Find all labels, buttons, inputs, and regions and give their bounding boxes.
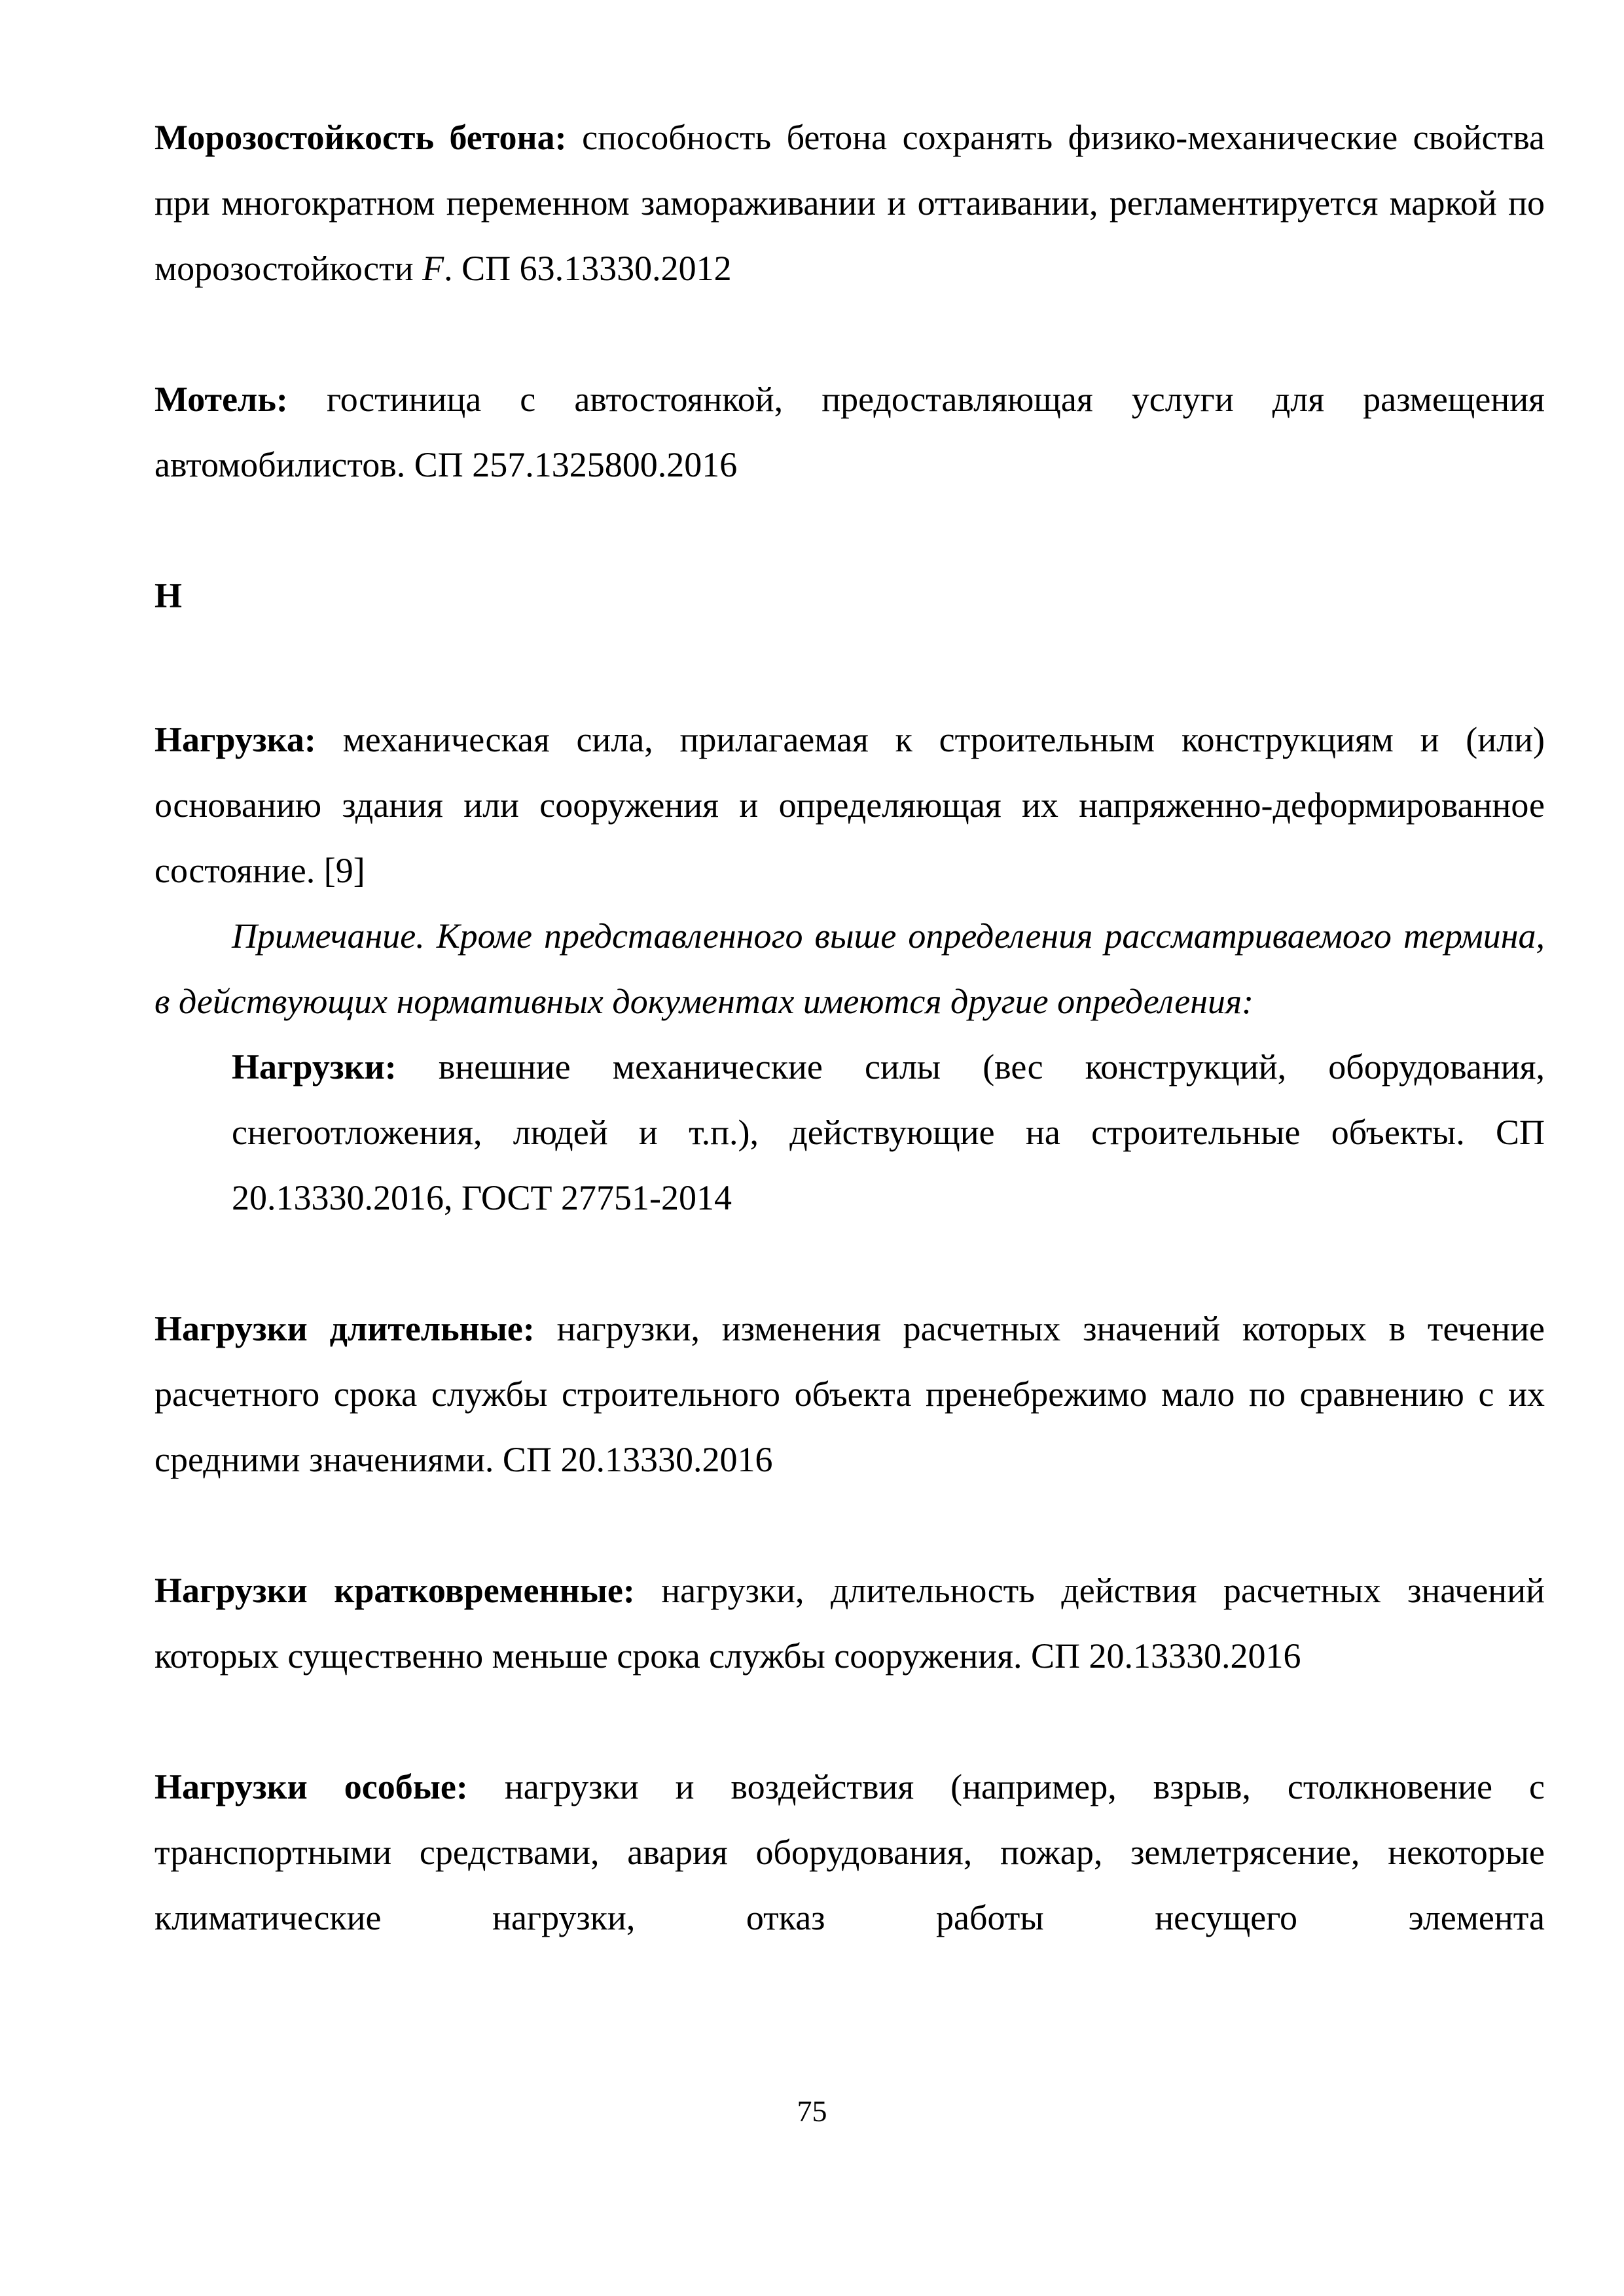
section-letter-heading: Н (154, 576, 183, 615)
spacer (154, 628, 1545, 707)
page-number: 75 (797, 2094, 827, 2128)
entry-definition: гостиница с автостоянкой, предоставляющая услуги для размещения автомобилистов. СП 257.1325800.2016 (154, 380, 1545, 484)
spacer (154, 497, 1545, 563)
page-content (154, 105, 1545, 1950)
entry-alternative-definition (232, 1034, 1545, 1230)
entry-reference: . СП 63.13330.2012 (444, 249, 732, 288)
spacer (154, 1230, 1545, 1296)
spacer (154, 1492, 1545, 1558)
entry-definition: способность бетона сохранять физико-механические свойства при многократном переменном замораживании и оттаивании, регламентируется маркой по морозостойкости (154, 118, 1545, 288)
entry-term: Нагрузка: (154, 720, 316, 759)
spacer (154, 301, 1545, 367)
entry-term: Мотель: (154, 380, 288, 419)
entry-term: Нагрузки особые: (154, 1767, 468, 1806)
entry-morozostoikost-betona (154, 105, 1545, 301)
entry-motel (154, 367, 1545, 497)
entry-definition: механическая сила, прилагаемая к строительным конструкциям и (или) основанию здания или сооружения и определяющая их напряженно-деформированное состояние. [9] (154, 720, 1545, 890)
spacer (154, 1689, 1545, 1754)
entry-definition: нагрузки и воздействия (например, взрыв, столкновение с транспортными средствами, авария оборудования, пожар, землетрясение, некоторые климатические нагрузки, отказ работы несущего элемента (154, 1767, 1545, 1937)
entry-nagruzka (154, 707, 1545, 903)
entry-term: Нагрузки кратковременные: (154, 1571, 635, 1610)
entry-term: Нагрузки: (232, 1047, 397, 1086)
entry-definition: нагрузки, длительность действия расчетных значений которых существенно меньше срока службы сооружения. СП 20.13330.2016 (154, 1571, 1545, 1676)
entry-note: Примечание. Кроме представленного выше определения рассматриваемого термина, в действующих нормативных документах имеются другие определения: (154, 916, 1545, 1021)
entry-term: Нагрузки длительные: (154, 1309, 535, 1348)
entry-term: Морозостойкость бетона: (154, 118, 567, 157)
entry-nagruzki-dlitelnye (154, 1296, 1545, 1492)
entry-nagruzki-osobye (154, 1754, 1545, 1950)
entry-symbol: F (422, 249, 444, 288)
entry-definition: нагрузки, изменения расчетных значений которых в течение расчетного срока службы строительного объекта пренебрежимо мало по сравнению с их средними значениями. СП 20.13330.2016 (154, 1309, 1545, 1479)
entry-definition: внешние механические силы (вес конструкций, оборудования, снегоотложения, людей и т.п.), действующие на строительные объекты. СП 20.13330.2016, ГОСТ 27751-2014 (232, 1047, 1545, 1217)
entry-nagruzki-kratkovremennye (154, 1558, 1545, 1689)
